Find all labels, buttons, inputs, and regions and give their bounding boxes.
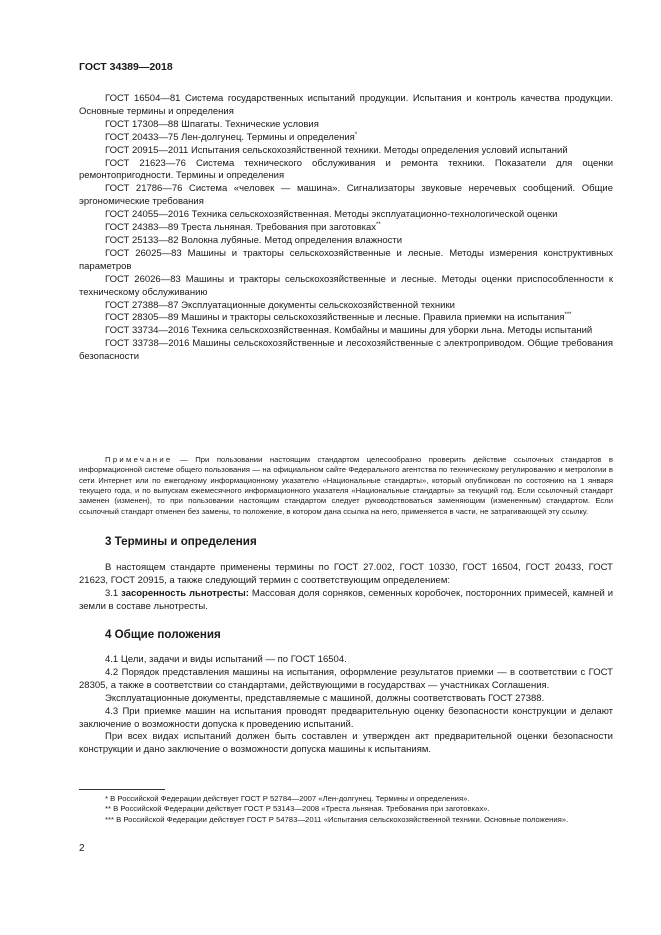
term-name: засоренность льнотресты: xyxy=(121,587,249,599)
reference-item: ГОСТ 24055—2016 Техника сельскохозяйственная. Методы эксплуатационно-технологической оценки xyxy=(105,209,558,221)
reference-item: ГОСТ 26026—83 Машины и тракторы сельскохозяйственные и лесные. Методы оценки приспособленности к техническому обслуживанию xyxy=(79,273,613,298)
reference-item: ГОСТ 17308—88 Шпагаты. Технические условия xyxy=(105,118,319,130)
section-4-paragraph: 4.2 Порядок представления машины на испытания, оформление результатов приемки — в соответствии с ГОСТ 28305, а также в соответствии со стандартами, действующими в государствах — участниках Соглашения. xyxy=(79,666,613,691)
reference-item: ГОСТ 28305—89 Машины и тракторы сельскохозяйственные и лесные. Правила приемки на испытания*** xyxy=(105,312,572,324)
footnote-divider xyxy=(79,789,165,790)
section-4-paragraph: Эксплуатационные документы, представляемые с машиной, должны соответствовать ГОСТ 27388. xyxy=(105,692,545,704)
page-header: ГОСТ 34389—2018 xyxy=(79,61,173,73)
reference-item: ГОСТ 20433—75 Лен-долгунец. Термины и определения* xyxy=(105,131,358,143)
section-3-heading: 3 Термины и определения xyxy=(105,535,257,548)
reference-item: ГОСТ 21786—76 Система «человек — машина». Сигнализаторы звуковые неречевых сообщений. Общие эргономические требования xyxy=(79,183,613,208)
footnote: *** В Российской Федерации действует ГОСТ Р 54783—2011 «Испытания сельскохозяйственной техники. Основные положения». xyxy=(105,814,569,824)
footnote-marker: ** xyxy=(376,221,381,228)
reference-item: ГОСТ 26025—83 Машины и тракторы сельскохозяйственные и лесные. Методы измерения конструктивных параметров xyxy=(79,247,613,272)
reference-item: ГОСТ 27388—87 Эксплуатационные документы сельскохозяйственной техники xyxy=(105,299,455,311)
reference-item: ГОСТ 16504—81 Система государственных испытаний продукции. Испытания и контроль качества продукции. Основные термины и определения xyxy=(79,93,613,117)
note-label: Примечание xyxy=(105,455,173,464)
footnote: * В Российской Федерации действует ГОСТ Р 52784—2007 «Лен-долгунец. Термины и определения». xyxy=(105,794,470,803)
section-4-paragraph: 4.3 При приемке машин на испытания проводят предварительную оценку безопасности конструкции и делают заключение о возможности допуска к проведению испытаний. xyxy=(79,705,613,730)
note-text: — При пользовании настоящим стандартом целесообразно проверить действие ссылочных стандартов в информационной системе общего пользования — на официальном сайте Федерального агентства по техническому регулированию и метрологии в сети Интернет или по ежегодному информационному указателю «Национальные стандарты», который опубликован по состоянию на 1 января текущего года, и по выпускам ежемесячного информационного указателя «Национальные стандарты» за текущий год. Если ссылочный стандарт заменен (изменен), то при пользовании настоящим стандартом следует руководствоваться заменяющим (измененным) стандартом. Если ссылочный стандарт отменен без замены, то положение, в котором дана ссылка на него, применяется в части, не затрагивающей эту ссылку. xyxy=(79,455,613,516)
section-3-intro: В настоящем стандарте применены термины по ГОСТ 27.002, ГОСТ 10330, ГОСТ 16504, ГОСТ 20433, ГОСТ 21623, ГОСТ 20915, а также следующий термин с соответствующим определением: xyxy=(79,562,613,586)
footnote: ** В Российской Федерации действует ГОСТ Р 53143—2008 «Треста льняная. Требования при заготовках». xyxy=(105,804,490,814)
footnotes xyxy=(79,794,613,825)
footnote-marker: *** xyxy=(564,312,572,319)
page-number: 2 xyxy=(79,843,85,854)
reference-item: ГОСТ 24383—89 Треста льняная. Требования при заготовках** xyxy=(105,221,381,234)
reference-item: ГОСТ 20915—2011 Испытания сельскохозяйственной техники. Методы определения условий испытаний xyxy=(105,144,568,156)
section-4-heading: 4 Общие положения xyxy=(105,628,221,641)
footnote-marker: * xyxy=(354,131,358,138)
section-4-body xyxy=(79,654,613,757)
term-definition: 3.1 засоренность льнотресты: Массовая доля сорняков, семенных коробочек, посторонних примесей, камней и земли в составе льнотресты. xyxy=(79,587,613,612)
section-3-body xyxy=(79,562,613,614)
reference-item: ГОСТ 25133—82 Волокна лубяные. Метод определения влажности xyxy=(105,234,403,246)
reference-item: ГОСТ 33734—2016 Техника сельскохозяйственная. Комбайны и машины для уборки льна. Методы испытаний xyxy=(105,325,593,337)
section-4-paragraph: 4.1 Цели, задачи и виды испытаний — по ГОСТ 16504. xyxy=(105,654,347,665)
normative-references-list xyxy=(79,93,613,364)
note-paragraph xyxy=(79,455,613,517)
section-4-paragraph: При всех видах испытаний должен быть составлен и утвержден акт предварительной оценки безопасности конструкции и дано заключение о возможности допуска машины к испытаниям. xyxy=(79,731,613,756)
reference-item: ГОСТ 33738—2016 Машины сельскохозяйственные и лесохозяйственные с электроприводом. Общие требования безопасности xyxy=(79,338,613,363)
reference-item: ГОСТ 21623—76 Система технического обслуживания и ремонта техники. Показатели для оценки ремонтопригодности. Термины и определения xyxy=(79,157,613,182)
